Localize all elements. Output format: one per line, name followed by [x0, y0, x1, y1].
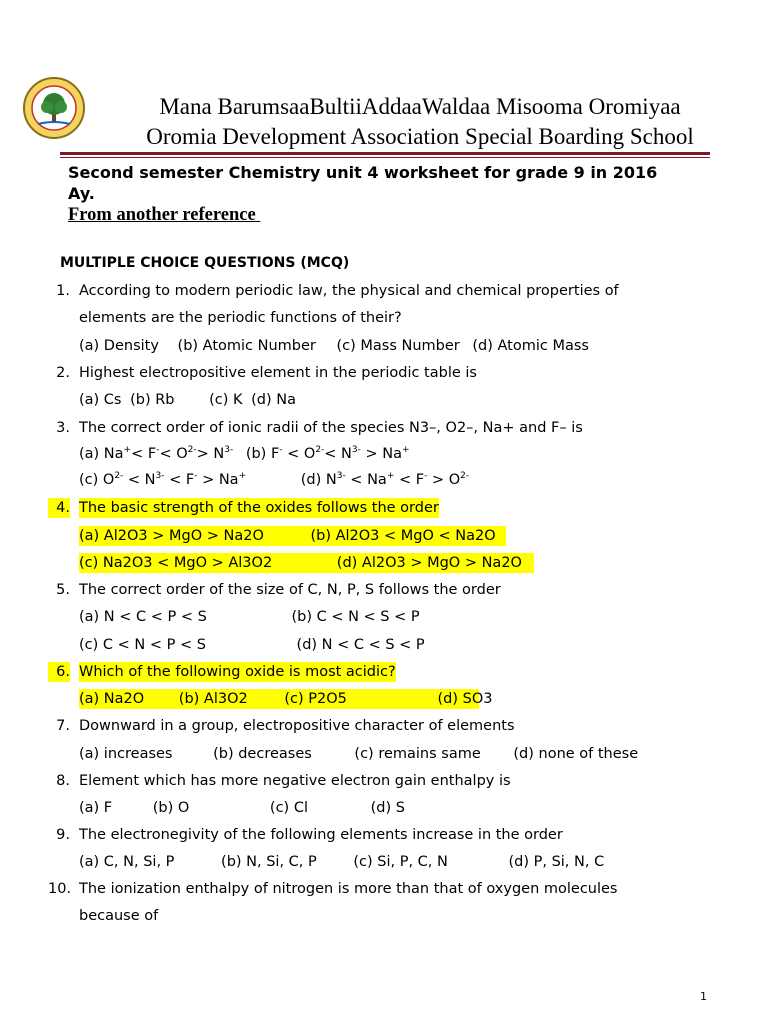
question-text: The correct order of the size of C, N, P, S follows the order	[79, 582, 501, 598]
question-text: Which of the following oxide is most acidic?	[79, 664, 396, 680]
option-a: (a) C, N, Si, P	[79, 854, 175, 870]
option-d: (d) Al2O3 > MgO > Na2O	[336, 555, 522, 571]
section-heading: MULTIPLE CHOICE QUESTIONS (MCQ)	[60, 255, 350, 271]
question-number: 4.	[48, 498, 70, 518]
option-b: (b) Al3O2	[178, 691, 248, 707]
option-d: (d) Na	[251, 392, 296, 408]
question-text: Element which has more negative electron gain enthalpy is	[79, 773, 511, 789]
worksheet-title: Second semester Chemistry unit 4 worksheet for grade 9 in 2016 Ay.	[68, 163, 658, 203]
option-b: (b) decreases	[213, 746, 312, 762]
question-number: 10.	[48, 881, 72, 897]
option-row	[79, 607, 420, 627]
option-c: (c) K	[209, 392, 243, 408]
option-row	[79, 444, 410, 464]
option-c: (c) Mass Number	[336, 338, 460, 354]
option-row	[79, 635, 425, 655]
option-row	[79, 689, 493, 709]
question-number: 7.	[56, 718, 70, 734]
option-b: (b) Atomic Number	[177, 338, 316, 354]
option-c: (c) C < N < P < S	[79, 637, 206, 653]
option-a: (a) Na2O	[79, 691, 145, 707]
option-d: (d) P, Si, N, C	[508, 854, 605, 870]
option-a: (a) Al2O3 > MgO > Na2O	[79, 528, 264, 544]
question-text-cont: elements are the periodic functions of their?	[79, 310, 402, 326]
question-number: 2.	[56, 365, 70, 381]
option-c: (c) remains same	[354, 746, 481, 762]
school-logo	[22, 76, 86, 140]
option-d: (d) SO3	[437, 691, 493, 707]
question-text-cont: because of	[79, 908, 159, 924]
option-c: (c) P2O5	[284, 691, 347, 707]
question-number: 5.	[56, 582, 70, 598]
option-d: (d) $N^{3-} < Na^+ < F^- > O^{2-}$	[300, 471, 470, 488]
option-b: (b) N, Si, C, P	[221, 854, 317, 870]
option-row	[79, 470, 469, 490]
option-c: (c) Cl	[269, 800, 308, 816]
option-d: (d) N < C < S < P	[296, 637, 425, 653]
question-text: The electronegivity of the following elements increase in the order	[79, 827, 563, 843]
option-b: (b) O	[152, 800, 190, 816]
question-text: The correct order of ionic radii of the species N3–, O2–, Na+ and F– is	[79, 420, 583, 436]
option-row	[79, 526, 506, 546]
option-c: (c) $O^{2-} < N^{3-} < F^- > Na^+$	[79, 471, 247, 488]
option-row	[79, 553, 534, 573]
option-a: (a) Density	[79, 338, 159, 354]
option-d: (d) Atomic Mass	[472, 338, 589, 354]
option-d: (d) S	[370, 800, 405, 816]
question-text: According to modern periodic law, the physical and chemical properties of	[79, 283, 619, 299]
option-b: (b) $F^- < O^{2-}< N^{3-} > Na^+$	[245, 445, 410, 462]
header-rule	[60, 152, 710, 155]
option-a: (a) N < C < P < S	[79, 609, 207, 625]
header-rule-thin	[60, 157, 710, 158]
option-row	[79, 336, 589, 356]
option-c: (c) Si, P, C, N	[353, 854, 448, 870]
school-name-oromo: Mana BarumsaaBultiiAddaaWaldaa Misooma Oromiyaa	[159, 94, 681, 119]
option-a: (a) Cs	[79, 392, 122, 408]
option-a: (a) increases	[79, 746, 173, 762]
option-row	[79, 798, 405, 818]
question-text: Highest electropositive element in the periodic table is	[79, 365, 477, 381]
page-number: 1	[700, 990, 707, 1003]
question-number: 3.	[56, 420, 70, 436]
option-a: (a) $Na^+< F^-< O^{2-}> N^{3-}$	[79, 445, 234, 462]
option-row	[79, 852, 604, 872]
question-number: 6.	[48, 662, 70, 682]
option-row	[79, 390, 296, 410]
question-number: 1.	[56, 283, 70, 299]
option-c: (c) Na2O3 < MgO > Al3O2	[79, 555, 273, 571]
option-a: (a) F	[79, 800, 113, 816]
question-text: The basic strength of the oxides follows the order	[79, 500, 439, 516]
question-text: Downward in a group, electropositive character of elements	[79, 718, 515, 734]
option-b: (b) Al2O3 < MgO < Na2O	[310, 528, 496, 544]
option-row	[79, 744, 638, 764]
question-number: 8.	[56, 773, 70, 789]
question-text: The ionization enthalpy of nitrogen is more than that of oxygen molecules	[79, 881, 618, 897]
option-b: (b) Rb	[130, 392, 175, 408]
school-name-english: Oromia Development Association Special Boarding School	[146, 124, 694, 149]
option-b: (b) C < N < S < P	[291, 609, 420, 625]
question-number: 9.	[56, 827, 70, 843]
option-d: (d) none of these	[513, 746, 639, 762]
worksheet-subtitle: From another reference	[68, 205, 261, 225]
